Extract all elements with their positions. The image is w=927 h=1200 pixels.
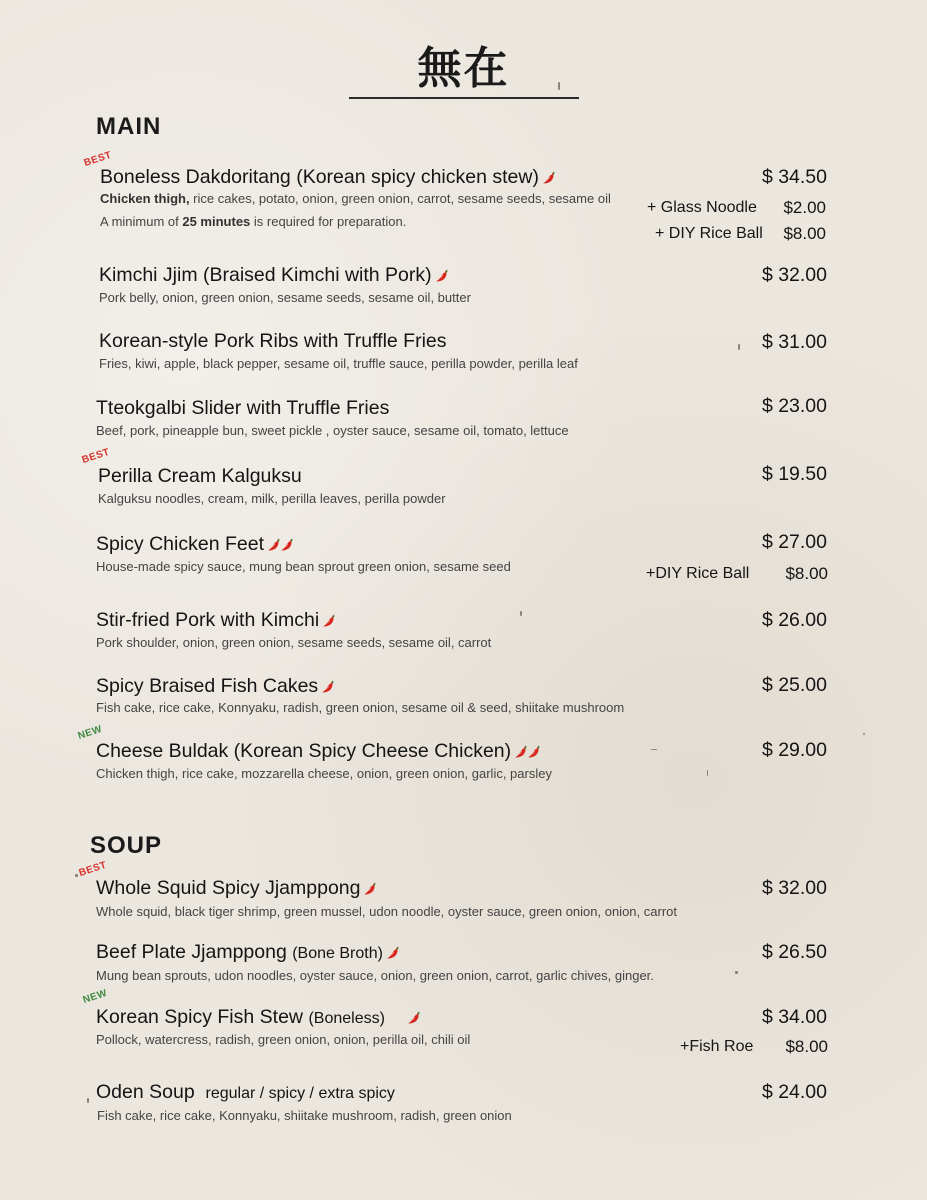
item-name-sub: (Bone Broth): [292, 945, 383, 962]
item-name: Kimchi Jjim (Braised Kimchi with Pork): [99, 264, 432, 286]
chili-pepper-icon: [322, 613, 337, 628]
menu-item-kalguksu: Perilla Cream Kalguksu: [98, 465, 302, 487]
item-price: $ 19.50: [761, 463, 827, 485]
best-badge: BEST: [80, 446, 112, 466]
menu-item-fish-cakes: [96, 675, 336, 698]
item-name: Beef Plate Jjamppong: [96, 941, 287, 963]
chili-pepper-icon: [321, 679, 336, 694]
item-name: Oden Soup: [96, 1081, 195, 1103]
menu-item-beef-jjamppong: [96, 941, 401, 964]
item-description: Pork belly, onion, green onion, sesame seeds, sesame oil, butter: [99, 290, 471, 305]
menu-item-oden-soup: [96, 1081, 395, 1104]
paper-speck: [863, 733, 865, 735]
menu-item-fish-stew: [96, 1006, 422, 1029]
menu-item-pork-ribs: Korean-style Pork Ribs with Truffle Fries: [99, 330, 447, 352]
menu-item-squid-jjamppong: [96, 877, 378, 900]
item-price: $ 32.00: [761, 264, 827, 286]
item-name: Spicy Braised Fish Cakes: [96, 675, 319, 697]
menu-item-kimchi-jjim: [99, 264, 450, 287]
item-price: $ 34.50: [761, 166, 827, 188]
addon-price: $8.00: [785, 1037, 828, 1056]
addon-glass-noodle: + Glass Noodle: [647, 199, 757, 216]
item-price: $ 29.00: [761, 739, 827, 761]
menu-item-tteokgalbi: Tteokgalbi Slider with Truffle Fries: [96, 397, 390, 419]
chili-pepper-icon: [435, 268, 450, 283]
addon-diy-rice-ball: + DIY Rice Ball: [655, 225, 763, 242]
item-description: House-made spicy sauce, mung bean sprout green onion, sesame seed: [96, 559, 511, 574]
addon-diy-rice-ball: +DIY Rice Ball: [646, 565, 750, 582]
item-name: Cheese Buldak (Korean Spicy Cheese Chicken): [96, 740, 512, 762]
best-badge: BEST: [82, 149, 114, 169]
item-name: Stir-fried Pork with Kimchi: [96, 609, 320, 631]
item-name-sub: (Boneless): [308, 1010, 385, 1027]
menu-item-dakdoritang: [100, 166, 557, 189]
item-note: A minimum of 25 minutes is required for preparation.: [100, 214, 407, 229]
item-description: Whole squid, black tiger shrimp, green mussel, udon noodle, oyster sauce, green onion, onion, carrot: [96, 904, 677, 919]
chili-pepper-icon: [407, 1010, 422, 1025]
chili-pepper-icon: [542, 170, 557, 185]
item-name: Whole Squid Spicy Jjamppong: [96, 877, 361, 899]
addon-price: $2.00: [783, 198, 826, 217]
item-description: Chicken thigh, rice cake, mozzarella cheese, onion, green onion, garlic, parsley: [96, 766, 552, 781]
paper-speck: [75, 874, 78, 877]
item-description: Fries, kiwi, apple, black pepper, sesame oil, truffle sauce, perilla powder, perilla leaf: [99, 356, 578, 371]
menu-item-cheese-buldak: [96, 740, 542, 763]
item-description: Pollock, watercress, radish, green onion, onion, perilla oil, chili oil: [96, 1032, 471, 1047]
item-name-sub: regular / spicy / extra spicy: [205, 1085, 395, 1102]
item-name: Spicy Chicken Feet: [96, 533, 264, 555]
item-price: $ 24.00: [761, 1081, 827, 1103]
title-underline: [349, 97, 579, 99]
paper-speck: [651, 749, 657, 750]
item-price: $ 23.00: [761, 395, 827, 417]
paper-speck: [87, 1098, 89, 1103]
paper-speck: [735, 971, 738, 974]
item-price: $ 26.00: [761, 609, 827, 631]
item-description: Chicken thigh, rice cakes, potato, onion, green onion, carrot, sesame seeds, sesame oil: [100, 191, 611, 206]
paper-speck: [707, 770, 708, 776]
chili-pepper-icon: [527, 744, 542, 759]
item-description: Fish cake, rice cake, Konnyaku, shiitake mushroom, radish, green onion: [97, 1108, 512, 1123]
item-name: Boneless Dakdoritang (Korean spicy chicken stew): [100, 166, 539, 188]
new-badge: NEW: [81, 987, 109, 1006]
item-price: $ 31.00: [761, 331, 827, 353]
item-price: $ 27.00: [761, 531, 827, 553]
item-description: Kalguksu noodles, cream, milk, perilla leaves, perilla powder: [98, 491, 446, 506]
item-price: $ 25.00: [761, 674, 827, 696]
addon-price: $8.00: [785, 564, 828, 583]
paper-speck: [520, 611, 522, 616]
addon-price: $8.00: [783, 224, 826, 243]
item-price: $ 32.00: [761, 877, 827, 899]
item-description: Fish cake, rice cake, Konnyaku, radish, green onion, sesame oil & seed, shiitake mushroom: [96, 700, 625, 715]
addon-fish-roe: +Fish Roe: [680, 1038, 754, 1055]
item-description: Mung bean sprouts, udon noodles, oyster sauce, onion, green onion, carrot, garlic chives, ginger.: [96, 968, 654, 983]
section-heading-soup: SOUP: [90, 832, 163, 859]
page-title: 無在: [417, 43, 510, 94]
chili-pepper-icon: [280, 537, 295, 552]
chili-pepper-icon: [363, 881, 378, 896]
item-price: $ 26.50: [761, 941, 827, 963]
item-description: Pork shoulder, onion, green onion, sesame seeds, sesame oil, carrot: [96, 635, 492, 650]
paper-speck: [738, 344, 740, 350]
chili-pepper-icon: [386, 945, 401, 960]
section-heading-main: MAIN: [96, 113, 162, 140]
menu-item-chicken-feet: [96, 533, 295, 556]
best-badge: BEST: [77, 859, 109, 879]
new-badge: NEW: [76, 723, 104, 742]
item-name: Korean Spicy Fish Stew: [96, 1006, 304, 1028]
item-price: $ 34.00: [761, 1006, 827, 1028]
item-description: Beef, pork, pineapple bun, sweet pickle , oyster sauce, sesame oil, tomato, lettuce: [96, 423, 569, 438]
menu-item-stir-fried-pork: [96, 609, 337, 632]
